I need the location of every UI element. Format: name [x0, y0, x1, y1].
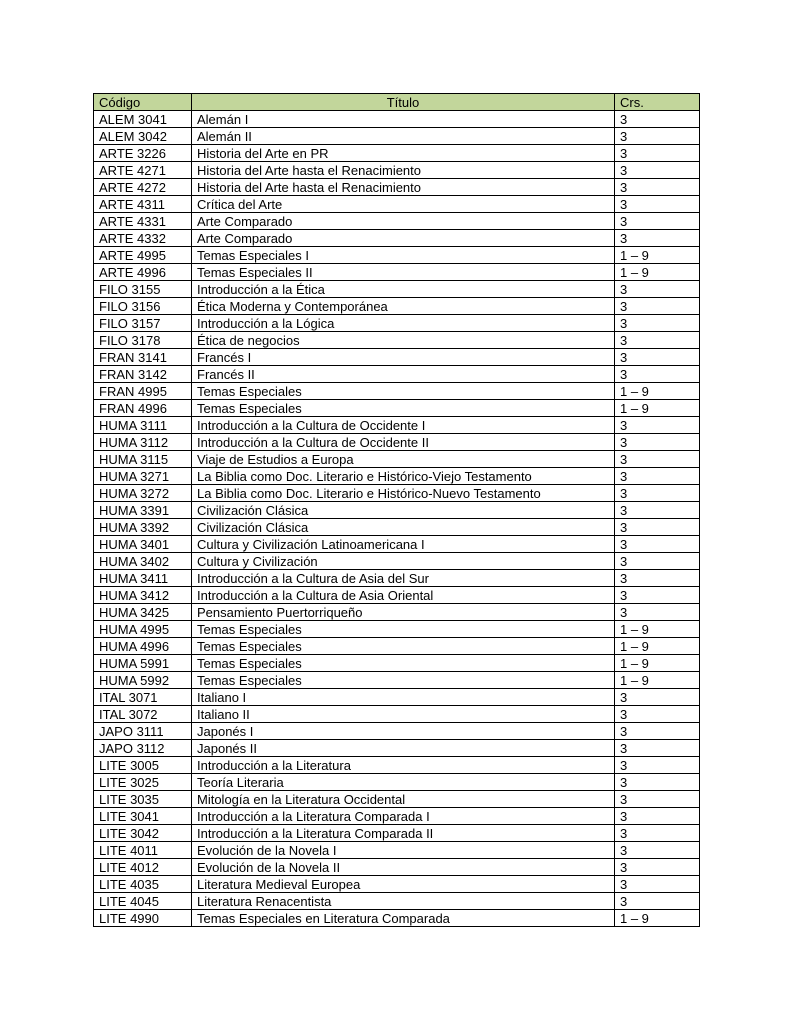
table-row	[94, 128, 700, 145]
course-code: LITE 4035	[94, 876, 192, 893]
course-title: Cultura y Civilización	[192, 553, 615, 570]
course-credits: 3	[615, 213, 700, 230]
course-credits: 3	[615, 570, 700, 587]
header-title: Título	[192, 94, 615, 111]
course-title: Alemán II	[192, 128, 615, 145]
course-title: Introducción a la Cultura de Asia Oriental	[192, 587, 615, 604]
course-credits: 3	[615, 434, 700, 451]
course-credits: 3	[615, 128, 700, 145]
course-title: Temas Especiales	[192, 672, 615, 689]
table-row	[94, 400, 700, 417]
course-credits: 3	[615, 298, 700, 315]
table-row	[94, 332, 700, 349]
course-title: Civilización Clásica	[192, 519, 615, 536]
table-row	[94, 740, 700, 757]
course-credits: 3	[615, 349, 700, 366]
course-code: FILO 3155	[94, 281, 192, 298]
course-credits: 3	[615, 451, 700, 468]
course-title: Civilización Clásica	[192, 502, 615, 519]
course-credits: 3	[615, 485, 700, 502]
course-credits: 3	[615, 876, 700, 893]
course-credits: 3	[615, 366, 700, 383]
table-row	[94, 213, 700, 230]
course-code: ARTE 4996	[94, 264, 192, 281]
table-row	[94, 774, 700, 791]
course-code: HUMA 4996	[94, 638, 192, 655]
course-code: HUMA 5991	[94, 655, 192, 672]
course-code: HUMA 3425	[94, 604, 192, 621]
course-credits: 3	[615, 536, 700, 553]
course-title: Japonés II	[192, 740, 615, 757]
course-credits: 3	[615, 519, 700, 536]
course-code: ALEM 3041	[94, 111, 192, 128]
course-code: FRAN 4995	[94, 383, 192, 400]
course-code: LITE 4045	[94, 893, 192, 910]
course-credits: 3	[615, 196, 700, 213]
table-row	[94, 655, 700, 672]
course-credits: 3	[615, 774, 700, 791]
course-code: HUMA 3112	[94, 434, 192, 451]
course-code: FILO 3178	[94, 332, 192, 349]
course-title: Temas Especiales	[192, 638, 615, 655]
course-title: Literatura Medieval Europea	[192, 876, 615, 893]
course-code: HUMA 3391	[94, 502, 192, 519]
course-code: FILO 3156	[94, 298, 192, 315]
course-title: Evolución de la Novela I	[192, 842, 615, 859]
course-title: Pensamiento Puertorriqueño	[192, 604, 615, 621]
table-row	[94, 519, 700, 536]
course-title: Introducción a la Cultura de Asia del Sur	[192, 570, 615, 587]
course-credits: 3	[615, 417, 700, 434]
course-credits: 3	[615, 723, 700, 740]
table-row	[94, 536, 700, 553]
course-code: HUMA 3412	[94, 587, 192, 604]
course-title: Introducción a la Literatura	[192, 757, 615, 774]
course-credits: 3	[615, 740, 700, 757]
course-table-header	[94, 94, 700, 111]
course-code: ALEM 3042	[94, 128, 192, 145]
course-credits: 3	[615, 281, 700, 298]
course-table-body	[94, 111, 700, 927]
course-title: Temas Especiales II	[192, 264, 615, 281]
course-title: Viaje de Estudios a Europa	[192, 451, 615, 468]
course-credits: 3	[615, 808, 700, 825]
course-code: LITE 3005	[94, 757, 192, 774]
table-row	[94, 825, 700, 842]
course-table	[93, 93, 700, 927]
table-row	[94, 162, 700, 179]
table-row	[94, 570, 700, 587]
course-title: Evolución de la Novela II	[192, 859, 615, 876]
table-row	[94, 757, 700, 774]
course-code: HUMA 3272	[94, 485, 192, 502]
table-row	[94, 230, 700, 247]
table-row	[94, 706, 700, 723]
course-credits: 3	[615, 757, 700, 774]
table-row	[94, 910, 700, 927]
course-credits: 1 – 9	[615, 655, 700, 672]
course-credits: 3	[615, 111, 700, 128]
course-code: ITAL 3071	[94, 689, 192, 706]
course-title: Literatura Renacentista	[192, 893, 615, 910]
course-code: FILO 3157	[94, 315, 192, 332]
table-row	[94, 383, 700, 400]
course-title: Arte Comparado	[192, 230, 615, 247]
course-title: Historia del Arte hasta el Renacimiento	[192, 162, 615, 179]
course-credits: 1 – 9	[615, 400, 700, 417]
course-title: Italiano II	[192, 706, 615, 723]
course-code: HUMA 4995	[94, 621, 192, 638]
course-title: Temas Especiales I	[192, 247, 615, 264]
course-code: LITE 4011	[94, 842, 192, 859]
course-code: ARTE 3226	[94, 145, 192, 162]
course-title: Crítica del Arte	[192, 196, 615, 213]
table-row	[94, 842, 700, 859]
course-code: HUMA 3402	[94, 553, 192, 570]
course-code: ITAL 3072	[94, 706, 192, 723]
course-credits: 3	[615, 553, 700, 570]
course-credits: 3	[615, 893, 700, 910]
table-row	[94, 621, 700, 638]
course-code: LITE 3025	[94, 774, 192, 791]
course-code: JAPO 3112	[94, 740, 192, 757]
course-code: HUMA 3411	[94, 570, 192, 587]
course-code: HUMA 3401	[94, 536, 192, 553]
course-code: LITE 4012	[94, 859, 192, 876]
course-title: Historia del Arte en PR	[192, 145, 615, 162]
table-row	[94, 893, 700, 910]
course-title: La Biblia como Doc. Literario e Histórico-Nuevo Testamento	[192, 485, 615, 502]
course-code: LITE 4990	[94, 910, 192, 927]
course-code: HUMA 3271	[94, 468, 192, 485]
course-code: LITE 3041	[94, 808, 192, 825]
course-credits: 3	[615, 162, 700, 179]
course-title: Arte Comparado	[192, 213, 615, 230]
course-title: Introducción a la Lógica	[192, 315, 615, 332]
course-title: Introducción a la Cultura de Occidente I	[192, 417, 615, 434]
course-code: FRAN 3142	[94, 366, 192, 383]
table-row	[94, 298, 700, 315]
table-row	[94, 315, 700, 332]
course-title: Francés II	[192, 366, 615, 383]
table-row	[94, 485, 700, 502]
course-credits: 3	[615, 145, 700, 162]
table-row	[94, 587, 700, 604]
course-title: Introducción a la Ética	[192, 281, 615, 298]
course-code: FRAN 4996	[94, 400, 192, 417]
course-title: Temas Especiales en Literatura Comparada	[192, 910, 615, 927]
course-credits: 3	[615, 859, 700, 876]
course-credits: 1 – 9	[615, 910, 700, 927]
table-row	[94, 349, 700, 366]
course-credits: 1 – 9	[615, 638, 700, 655]
course-title: La Biblia como Doc. Literario e Histórico-Viejo Testamento	[192, 468, 615, 485]
course-credits: 3	[615, 706, 700, 723]
course-credits: 3	[615, 315, 700, 332]
table-row	[94, 434, 700, 451]
course-code: HUMA 3392	[94, 519, 192, 536]
table-row	[94, 111, 700, 128]
table-row	[94, 502, 700, 519]
course-title: Introducción a la Literatura Comparada II	[192, 825, 615, 842]
course-credits: 1 – 9	[615, 247, 700, 264]
course-title: Ética Moderna y Contemporánea	[192, 298, 615, 315]
course-title: Teoría Literaria	[192, 774, 615, 791]
course-credits: 3	[615, 179, 700, 196]
table-row	[94, 638, 700, 655]
course-credits: 3	[615, 468, 700, 485]
course-code: JAPO 3111	[94, 723, 192, 740]
course-credits: 1 – 9	[615, 264, 700, 281]
table-row	[94, 808, 700, 825]
course-title: Japonés I	[192, 723, 615, 740]
course-title: Introducción a la Cultura de Occidente II	[192, 434, 615, 451]
course-code: LITE 3042	[94, 825, 192, 842]
table-row	[94, 451, 700, 468]
course-credits: 3	[615, 842, 700, 859]
course-credits: 3	[615, 604, 700, 621]
header-row	[94, 94, 700, 111]
course-code: LITE 3035	[94, 791, 192, 808]
table-row	[94, 689, 700, 706]
table-row	[94, 859, 700, 876]
table-row	[94, 604, 700, 621]
course-credits: 3	[615, 689, 700, 706]
table-row	[94, 417, 700, 434]
table-row	[94, 145, 700, 162]
course-code: FRAN 3141	[94, 349, 192, 366]
table-row	[94, 791, 700, 808]
header-credits: Crs.	[615, 94, 700, 111]
table-row	[94, 553, 700, 570]
table-row	[94, 876, 700, 893]
course-title: Introducción a la Literatura Comparada I	[192, 808, 615, 825]
course-title: Alemán I	[192, 111, 615, 128]
course-code: ARTE 4272	[94, 179, 192, 196]
table-row	[94, 196, 700, 213]
course-title: Historia del Arte hasta el Renacimiento	[192, 179, 615, 196]
course-credits: 3	[615, 587, 700, 604]
table-row	[94, 366, 700, 383]
course-title: Temas Especiales	[192, 383, 615, 400]
course-code: HUMA 3111	[94, 417, 192, 434]
course-code: HUMA 5992	[94, 672, 192, 689]
course-title: Ética de negocios	[192, 332, 615, 349]
header-code: Código	[94, 94, 192, 111]
course-title: Temas Especiales	[192, 400, 615, 417]
table-row	[94, 672, 700, 689]
course-code: ARTE 4271	[94, 162, 192, 179]
course-credits: 1 – 9	[615, 672, 700, 689]
course-title: Francés I	[192, 349, 615, 366]
course-title: Temas Especiales	[192, 655, 615, 672]
course-title: Temas Especiales	[192, 621, 615, 638]
course-title: Cultura y Civilización Latinoamericana I	[192, 536, 615, 553]
course-credits: 3	[615, 502, 700, 519]
table-row	[94, 281, 700, 298]
table-row	[94, 264, 700, 281]
table-row	[94, 468, 700, 485]
course-credits: 3	[615, 825, 700, 842]
course-code: ARTE 4311	[94, 196, 192, 213]
course-title: Mitología en la Literatura Occidental	[192, 791, 615, 808]
table-row	[94, 723, 700, 740]
course-credits: 3	[615, 332, 700, 349]
course-code: HUMA 3115	[94, 451, 192, 468]
course-code: ARTE 4331	[94, 213, 192, 230]
course-credits: 3	[615, 230, 700, 247]
course-credits: 3	[615, 791, 700, 808]
course-title: Italiano I	[192, 689, 615, 706]
course-credits: 1 – 9	[615, 621, 700, 638]
course-code: ARTE 4332	[94, 230, 192, 247]
course-credits: 1 – 9	[615, 383, 700, 400]
table-row	[94, 247, 700, 264]
table-row	[94, 179, 700, 196]
course-code: ARTE 4995	[94, 247, 192, 264]
